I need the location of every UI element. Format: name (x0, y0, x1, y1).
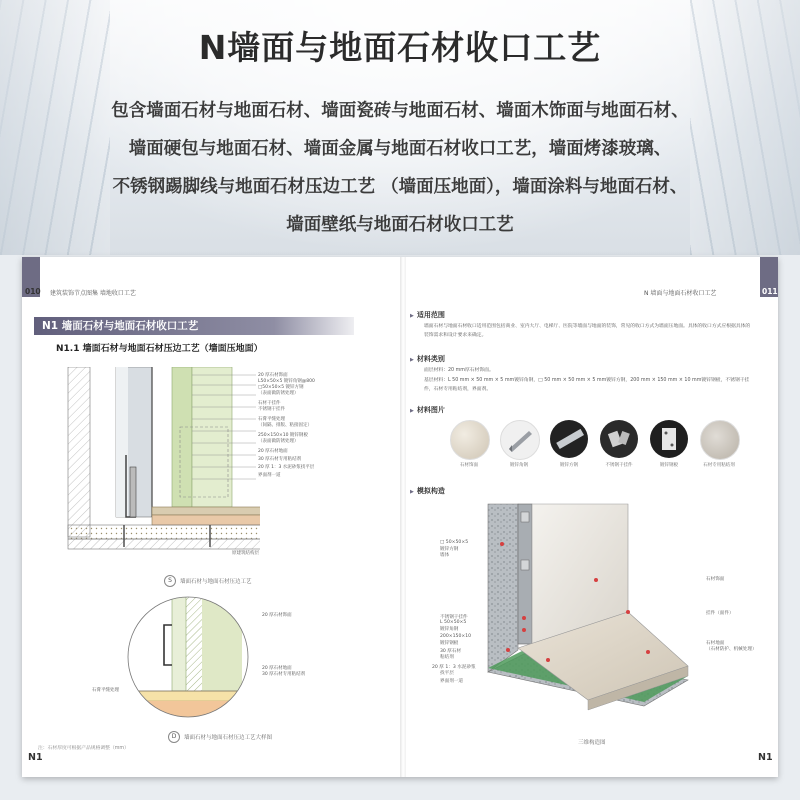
hero-description (0, 92, 800, 244)
figure-marker-d: D (168, 731, 180, 743)
annotation: 20 厚石材地面 (262, 666, 292, 671)
annotation: 20 厚石材地面 (258, 449, 288, 454)
stone-photo (450, 420, 490, 460)
annotation: L50×50×5 镀锌角钢@800 (258, 379, 315, 384)
model-annotation: L 50×50×5 (440, 620, 467, 625)
annotation: （表面做防锈处理） (258, 439, 299, 444)
hero-line: 不锈钢踢脚线与地面石材压边工艺 （墙面压地面），墙面涂料与地面石材、 (112, 177, 688, 197)
model-annotation: 挂件（面件） (706, 611, 734, 616)
right-page-footer: N1 (758, 752, 773, 763)
adhesive-photo (700, 420, 740, 460)
model-annotation: 界面剂一道 (440, 679, 463, 684)
annotation: 原建筑结构层 (232, 551, 259, 556)
model-annotation: （石材防护、机械处理） (706, 647, 757, 652)
photo-label: 镀锌钢板 (660, 463, 678, 468)
model-3d-illustration (478, 500, 708, 730)
materials-text-1: 面层材料：20 mm厚石材饰面。 (424, 368, 494, 373)
annotation: （间隔、排版、粘接固定） (258, 423, 312, 428)
annotation: 不锈钢干挂件 (258, 407, 285, 412)
hero-line: 墙面硬包与地面石材、墙面金属与地面石材收口工艺，墙面烤漆玻璃、 (128, 139, 672, 159)
model-annotation: 200×150×10 (440, 634, 472, 639)
footnote: 注：石材厚度可根据产品规格调整（mm） (38, 746, 129, 751)
annotation: 20 厚石材饰面 (258, 373, 288, 378)
model-annotation: 石材饰面 (706, 577, 725, 582)
subsection-title: N1.1 墙面石材与地面石材压边工艺（墙面压地面） (56, 344, 263, 354)
model-annotation: □ 50×50×5 (440, 540, 469, 545)
hero-banner (0, 0, 800, 255)
annotation: 界面剂一道 (258, 473, 281, 478)
annotation: □50×50×5 镀锌方钢 (258, 385, 304, 390)
left-page-header: 建筑装饰节点图集 墙地收口工艺 (50, 290, 136, 297)
angle-steel-photo (500, 420, 540, 460)
section-drawing (60, 367, 260, 577)
left-page-number: 010 (25, 287, 41, 296)
model-annotation: 30 厚石材 (440, 649, 462, 654)
materials-title: ▶ 材料类别 (410, 354, 445, 364)
annotation: 30 厚石材专用粘结剂 (258, 457, 302, 462)
figure-caption: 墙面石材与地面石材压边工艺大样图 (184, 735, 273, 741)
annotation: 20 厚石材饰面 (262, 613, 292, 618)
photo-label: 镀锌角钢 (510, 463, 528, 468)
model-annotation: 石材地面 (706, 641, 725, 646)
model-annotation: 不锈钢干挂件 (440, 615, 468, 620)
model-annotation: 镀锌方钢 (440, 547, 459, 552)
annotation: 石膏平缝处理 (92, 688, 119, 693)
model-annotation: 粘结剂 (440, 655, 454, 660)
model-annotation: 找平层 (440, 671, 454, 676)
photo-label: 不锈钢干挂件 (605, 463, 633, 468)
model-annotation: 镀锌钢板 (440, 641, 459, 646)
right-page-number: 011 (762, 287, 778, 296)
annotation: 30 厚石材专用粘结剂 (262, 672, 306, 677)
materials-text-2: 基层材料：L 50 mm × 50 mm × 5 mm镀锌角钢，□ 50 mm × 50 mm × 5 mm镀锌方钢，200 mm × 150 mm × 10 mm镀锌钢板，不锈钢干挂件，石材专用粘结剂，界面剂。 (424, 378, 750, 392)
model-annotation: 墙体 (440, 553, 450, 558)
photo-label: 石材饰面 (460, 463, 478, 468)
annotation: （表面做防锈处理） (258, 391, 299, 396)
photo-label: 石材专用粘结剂 (703, 463, 735, 468)
figure-caption: 墙面石材与地面石材压边工艺 (180, 579, 252, 585)
photos-title: ▶ 材料图片 (410, 405, 445, 415)
right-page-header: N 墙面与地面石材收口工艺 (644, 290, 717, 297)
annotation: 20 厚 1：3 水泥砂浆找平层 (258, 465, 315, 470)
figure-marker-s: S (164, 575, 176, 587)
scope-text: 墙面石材与地面石材收口适用范围包括商业、室内大厅、电梯厅、医院等墙面与地面的装饰，常见的收口方式为墙面压地面。具体的收口方式应根据具体的装饰需求和设计要求来确定。 (424, 324, 751, 338)
annotation: 250×150×10 镀锌钢板 (258, 433, 308, 438)
section-title-bar: N1 墙面石材与地面石材收口工艺 (34, 317, 354, 335)
model-annotation: 20 厚 1：3 水泥砂浆 (432, 665, 476, 670)
photo-label: 镀锌方钢 (560, 463, 578, 468)
book-spine (400, 257, 406, 777)
steel-plate-photo (650, 420, 688, 458)
detail-drawing (120, 595, 260, 725)
hanger-photo (600, 420, 638, 458)
model-title: ▶ 模拟构造 (410, 486, 445, 496)
left-page-footer: N1 (28, 752, 43, 763)
scope-title: ▶ 适用范围 (410, 310, 445, 320)
left-page (22, 257, 400, 777)
annotation: 石材干挂件 (258, 401, 281, 406)
square-steel-photo (550, 420, 588, 458)
hero-line: 包含墙面石材与地面石材、墙面瓷砖与地面石材、墙面木饰面与地面石材、 (111, 101, 689, 121)
annotation: 石膏平缝处理 (258, 417, 285, 422)
model-annotation: 镀锌角钢 (440, 627, 459, 632)
hero-title: N墙面与地面石材收口工艺 (198, 28, 602, 67)
model-caption: 三维构造图 (578, 740, 606, 746)
hero-line: 墙面壁纸与地面石材收口工艺 (286, 215, 514, 235)
